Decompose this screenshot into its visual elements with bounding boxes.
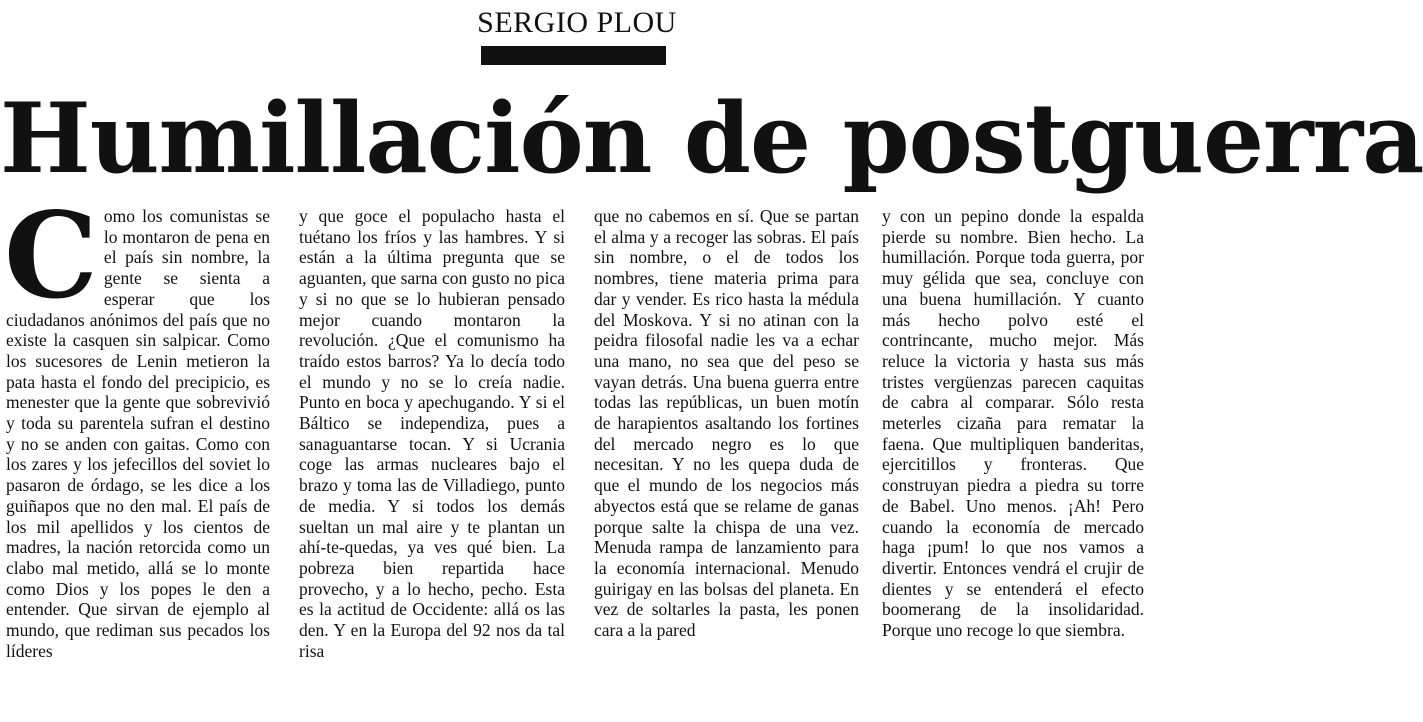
article-column-2 — [299, 206, 565, 722]
article-column-4 — [882, 206, 1144, 722]
column-2-text: y que goce el populacho hasta el tuétano los fríos y las hambres. Y si están a la última pregunta que se aguanten, que sarna con gusto no pica y si no que se lo hubieran pensado mejor cuando montaron la revolución. ¿Que el comunismo ha traído estos barros? Ya lo decía todo el mundo y no se lo creía nadie. Punto en boca y apechugando. Y si el Báltico se independiza, pues a sanaguantarse tocan. Y si Ucrania coge las armas nucleares bajo el brazo y toma las de Villadiego, punto de media. Y si todos los demás sueltan un mal aire y te plantan un ahí-te-quedas, ya ves qué bien. La pobreza bien repartida hace provecho, y a lo hecho, pecho. Esta es la actitud de Occidente: allá os las den. Y en la Europa del 92 nos da tal risa — [299, 206, 565, 661]
column-1-text: omo los comunistas se lo montaron de pena en el país sin nombre, la gente se sienta a esperar que los ciudadanos anónimos del país que no existe la casquen sin salpicar. Como los sucesores de Lenin metieron la pata hasta el fondo del precipicio, es menester que la gente que sobrevivió y toda su parentela sufran el destino y no se anden con gaitas. Como con los zares y los jefecillos del soviet lo pasaron de órdago, se les dice a los guiñapos que no den mal. El país de los mil apellidos y los cientos de madres, la nación retorcida como un clabo mal metido, allá se lo monte como Dios y los popes le den a entender. Que sirvan de ejemplo al mundo, que rediman sus pecados los líderes — [6, 206, 270, 661]
author-underline-bar — [481, 46, 666, 65]
author-byline — [0, 6, 1154, 40]
author-name: SERGIO PLOU — [477, 6, 677, 39]
drop-cap: C — [4, 186, 98, 325]
column-4-text: y con un pepino donde la espalda pierde su nombre. Bien hecho. La humillación. Porque toda guerra, por muy gélida que sea, concluye con una buena humillación. Y cuanto más hecho polvo esté el contrincante, mucho mejor. Más reluce la victoria y hasta sus más tristes vergüenzas parecen caquitas de cabra al comparar. Sólo resta meterles cizaña para rematar la faena. Que multipliquen banderitas, ejercitillos y fronteras. Que construyan piedra a piedra su torre de Babel. Uno menos. ¡Ah! Pero cuando la economía de mercado haga ¡pum! lo que nos vamos a divertir. Entonces vendrá el crujir de dientes y se entenderá el efecto boomerang de la insolidaridad. Porque uno recoge lo que siembra. — [882, 206, 1144, 641]
article-column-3 — [594, 206, 859, 722]
headline: Humillación de postguerra — [0, 82, 1423, 195]
column-3-text: que no cabemos en sí. Que se partan el alma y a recoger las sobras. El país sin nombre, o el de todos los nombres, tiene materia prima para dar y vender. Es rico hasta la médula del Moskova. Y si no atinan con la peidra filosofal nadie les va a echar una mano, no sea que del peso se vayan detrás. Una buena guerra entre todas las repúblicas, un buen motín de harapientos asaltando los fortines del mercado negro es lo que necesitan. Y no les quepa duda de que el mundo de los negocios más abyectos está que se relame de ganas porque salte la chispa de una vez. Menuda rampa de lanzamiento para la economía internacional. Menudo guirigay en las bolsas del planeta. En vez de soltarles la pasta, les ponen cara a la pared — [594, 206, 859, 641]
article-column-1 — [4, 186, 270, 722]
column-1-paragraph — [4, 186, 270, 661]
